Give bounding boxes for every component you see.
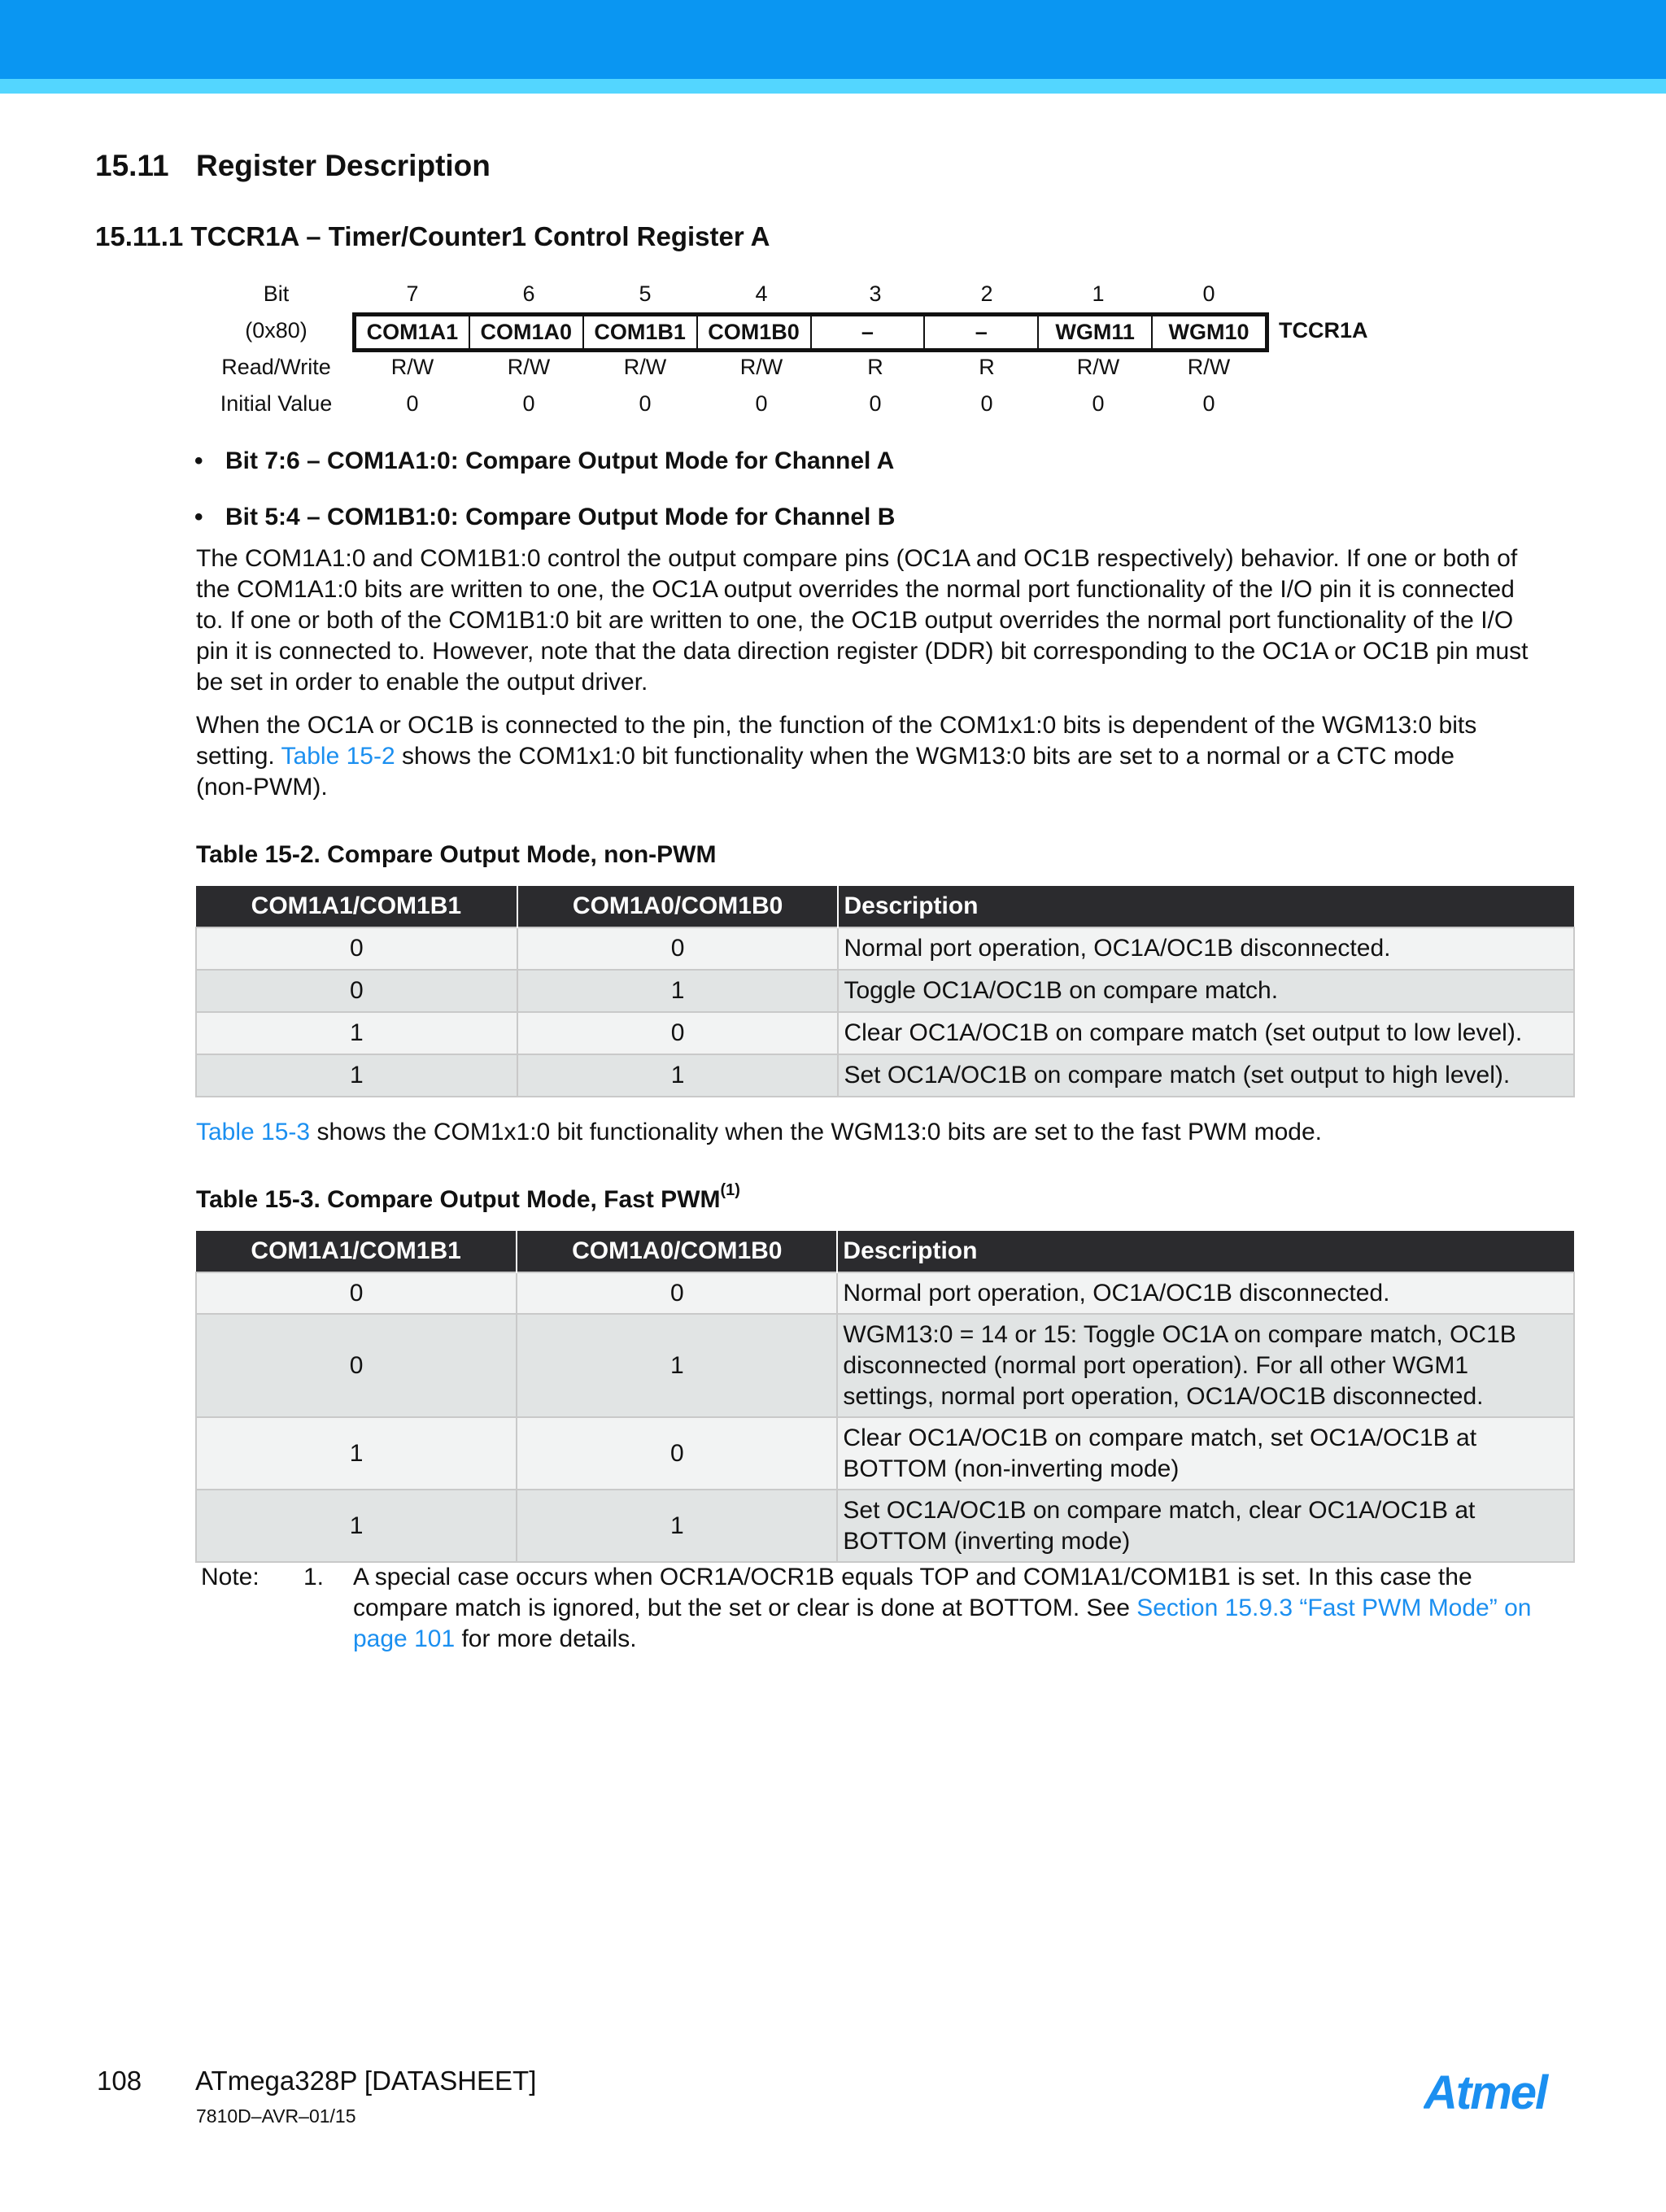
table-row (196, 1054, 1574, 1097)
register-bit-name: COM1A1 (356, 316, 470, 348)
note-line: A special case occurs when OCR1A/OCR1B equals TOP and COM1A1/COM1B1 is set. In this case the (353, 1564, 1472, 1590)
column-header: COM1A1/COM1B1 (196, 1231, 517, 1272)
initial-value: 0 (755, 391, 768, 416)
table-15-3-caption (196, 1181, 740, 1214)
initial-value: 0 (639, 391, 652, 416)
description-line: Set OC1A/OC1B on compare match, clear OC1A/OC1B at (843, 1496, 1476, 1524)
table-cell: 1 (196, 1417, 517, 1490)
footnote-marker: (1) (720, 1181, 740, 1199)
table-cell: 0 (196, 1272, 517, 1314)
bit-number: 6 (522, 281, 535, 306)
initial-value: 0 (980, 391, 993, 416)
text-span: for more details. (455, 1625, 637, 1652)
description-line: Clear OC1A/OC1B on compare match, set OC1A/OC1B at (843, 1424, 1477, 1451)
paragraph-line (196, 1117, 1571, 1148)
table-row (196, 1272, 1574, 1314)
bullet-dot: • (194, 447, 203, 474)
description-line: WGM13:0 = 14 or 15: Toggle OC1A on compare match, OC1B (843, 1320, 1516, 1348)
document-code: 7810D–AVR–01/15 (196, 2105, 356, 2127)
description-line: settings, normal port operation, OC1A/OC1B disconnected. (843, 1382, 1484, 1410)
row-label-address: (0x80) (245, 318, 307, 342)
table-cell: 0 (517, 1012, 839, 1054)
table-cell: 1 (517, 1490, 837, 1562)
bit-number: 0 (1202, 281, 1215, 306)
table-cell: 1 (517, 1314, 837, 1417)
table-cell-description (837, 1314, 1574, 1417)
table-cell: 0 (196, 1314, 517, 1417)
table-row (196, 1012, 1574, 1054)
description-line: disconnected (normal port operation). For all other WGM1 (843, 1351, 1469, 1379)
bit-number: 4 (755, 281, 768, 306)
register-bit-name: – (812, 316, 926, 348)
table-row (196, 1417, 1574, 1490)
row-label-bit: Bit (263, 281, 290, 306)
read-write-value: R/W (507, 355, 551, 379)
read-write-value: R/W (1076, 355, 1120, 379)
paragraph-line: pin it is connected to. However, note that the data direction register (DDR) bit corresponding to the OC1A or OC1B pin must (196, 638, 1529, 665)
table-cell-description (837, 1417, 1574, 1490)
caption-text: Table 15-3. Compare Output Mode, Fast PWM (196, 1186, 721, 1213)
register-bit-name: WGM10 (1168, 320, 1250, 344)
text-span: shows the COM1x1:0 bit functionality when the WGM13:0 bits are set to the fast PWM mode. (310, 1119, 1322, 1145)
bit-number: 2 (980, 281, 993, 306)
read-write-value: R/W (1187, 355, 1231, 379)
table-cell-description (837, 1272, 1574, 1314)
table-row (196, 970, 1574, 1012)
text-span: shows the COM1x1:0 bit functionality when the WGM13:0 bits are set to a normal or a CTC mode (395, 743, 1454, 770)
note-label: Note: (201, 1564, 259, 1590)
read-write-value: R (867, 355, 883, 379)
read-write-value: R (979, 355, 995, 379)
initial-value: 0 (1202, 391, 1215, 416)
table-cell: 0 (196, 970, 517, 1012)
register-bit-name: COM1B0 (698, 316, 812, 348)
column-header: COM1A0/COM1B0 (517, 1231, 837, 1272)
table-cell: 0 (517, 1417, 837, 1490)
paragraph-oc-function (196, 710, 1571, 803)
table-cell: 1 (196, 1054, 517, 1097)
initial-value: 0 (1092, 391, 1105, 416)
section-heading (95, 149, 491, 183)
column-header: COM1A0/COM1B0 (517, 886, 839, 927)
table-15-3 (195, 1231, 1575, 1563)
note-line (353, 1624, 1590, 1655)
page-number: 108 (97, 2066, 142, 2096)
read-write-value: R/W (739, 355, 783, 379)
initial-value: 0 (406, 391, 419, 416)
bullet-text: Bit 7:6 – COM1A1:0: Compare Output Mode for Channel A (225, 447, 895, 474)
bullet-dot: • (194, 504, 203, 530)
table-cell: Set OC1A/OC1B on compare match (set output to high level). (838, 1054, 1574, 1097)
initial-value: 0 (869, 391, 882, 416)
logo-wordmark: Atmel (1424, 2066, 1547, 2119)
description-line: BOTTOM (inverting mode) (843, 1527, 1131, 1555)
column-header: Description (838, 886, 1574, 927)
paragraph-line: The COM1A1:0 and COM1B1:0 control the output compare pins (OC1A and OC1B respectively) behavior. If one or both of (196, 545, 1518, 572)
table-cell-description (837, 1490, 1574, 1562)
description-line: BOTTOM (non-inverting mode) (843, 1455, 1180, 1482)
text-span: setting. (196, 743, 281, 770)
section-15-9-3-link[interactable]: Section 15.9.3 “Fast PWM Mode” on (1136, 1595, 1532, 1621)
section-number: 15.11 (95, 149, 169, 182)
table-15-2 (195, 886, 1575, 1097)
bullet-text: Bit 5:4 – COM1B1:0: Compare Output Mode for Channel B (225, 504, 896, 530)
bullet-bit-5-4 (194, 504, 895, 531)
paragraph-table-15-3-ref (196, 1117, 1571, 1148)
table-cell: Toggle OC1A/OC1B on compare match. (838, 970, 1574, 1012)
bit-number: 7 (406, 281, 419, 306)
paragraph-line (196, 741, 1571, 772)
paragraph-line: the COM1A1:0 bits are written to one, the OC1A output overrides the normal port functionality of the I/O pin it is connected (196, 576, 1515, 603)
table-15-2-link[interactable]: Table 15-2 (281, 743, 395, 770)
document-title: ATmega328P [DATASHEET] (195, 2066, 537, 2096)
description-line: Normal port operation, OC1A/OC1B disconnected. (843, 1279, 1390, 1307)
table-cell: Normal port operation, OC1A/OC1B disconnected. (838, 927, 1574, 970)
table-cell: 0 (517, 927, 839, 970)
page-101-link[interactable]: page 101 (353, 1625, 456, 1652)
bit-number: 1 (1092, 281, 1105, 306)
note-number: 1. (303, 1564, 325, 1590)
paragraph-line: (non-PWM). (196, 774, 328, 801)
column-header: Description (837, 1231, 1574, 1272)
row-label-initial-value: Initial Value (220, 391, 333, 416)
section-title: Register Description (196, 149, 491, 182)
table-cell: 0 (517, 1272, 837, 1314)
column-header: COM1A1/COM1B1 (196, 886, 517, 927)
paragraph-line: to. If one or both of the COM1B1:0 bit are written to one, the OC1B output overrides the normal port functionality of the I/O (196, 607, 1514, 634)
table-cell: 1 (196, 1012, 517, 1054)
register-bit-name: COM1A0 (470, 316, 584, 348)
table-row (196, 927, 1574, 970)
paragraph-line: When the OC1A or OC1B is connected to the pin, the function of the COM1x1:0 bits is dependent of the WGM13:0 bits (196, 712, 1477, 739)
subsection-heading: 15.11.1 TCCR1A – Timer/Counter1 Control Register A (95, 221, 770, 251)
read-write-value: R/W (623, 355, 667, 379)
table-cell: Clear OC1A/OC1B on compare match (set output to low level). (838, 1012, 1574, 1054)
table-15-3-link[interactable]: Table 15-3 (196, 1119, 311, 1145)
header-stripe (0, 79, 1666, 94)
atmel-logo (1424, 2066, 1570, 2123)
table-cell: 1 (517, 1054, 839, 1097)
note-text (353, 1562, 1590, 1655)
register-bit-box (352, 312, 1269, 352)
register-bit-name: – (925, 316, 1039, 348)
note-line (353, 1593, 1590, 1624)
header-band (0, 0, 1666, 79)
paragraph-line: be set in order to enable the output driver. (196, 669, 648, 696)
bit-number: 3 (869, 281, 882, 306)
register-name: TCCR1A (1279, 318, 1368, 342)
table-15-2-caption: Table 15-2. Compare Output Mode, non-PWM (196, 841, 717, 868)
table-cell: 1 (517, 970, 839, 1012)
initial-value: 0 (522, 391, 535, 416)
bit-number: 5 (639, 281, 652, 306)
register-diagram (189, 273, 1393, 420)
paragraph-com-description (196, 543, 1571, 698)
table-cell: 1 (196, 1490, 517, 1562)
table-cell: 0 (196, 927, 517, 970)
text-span: compare match is ignored, but the set or clear is done at BOTTOM. See (353, 1595, 1137, 1621)
read-write-value: R/W (390, 355, 434, 379)
row-label-read-write: Read/Write (221, 355, 331, 379)
register-bit-name: WGM11 (1039, 316, 1153, 348)
table-row (196, 1490, 1574, 1562)
table-row (196, 1314, 1574, 1417)
bullet-bit-7-6 (194, 447, 894, 475)
register-bit-name: COM1B1 (584, 316, 698, 348)
